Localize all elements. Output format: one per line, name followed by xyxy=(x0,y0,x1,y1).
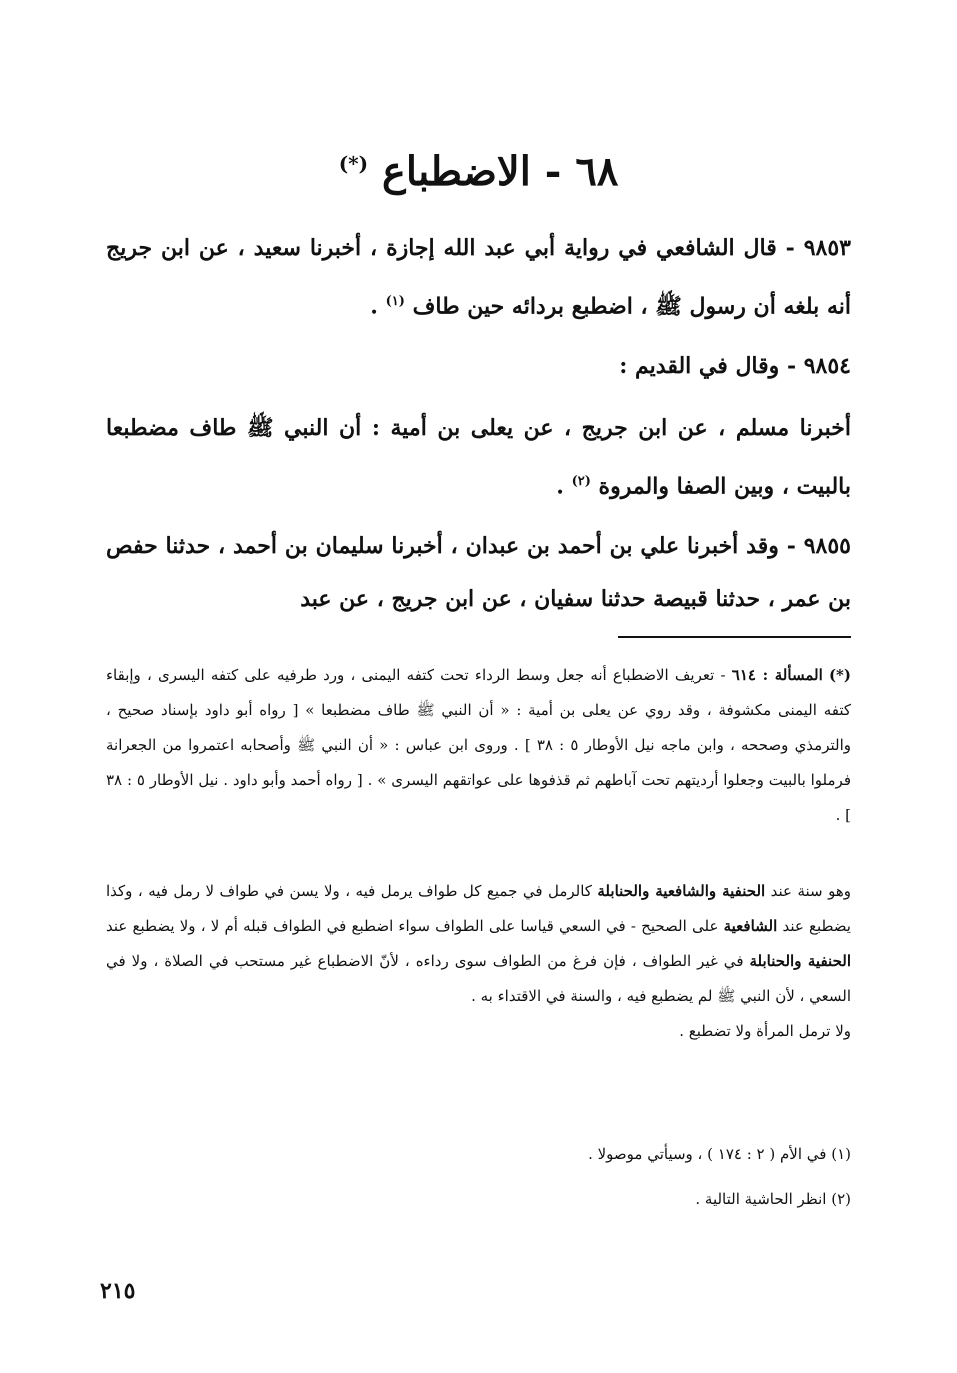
chapter-footnote-mark: (*) xyxy=(338,151,369,176)
footnote-star xyxy=(106,658,851,833)
paragraph-9855: ٩٨٥٥ - وقد أخبرنا علي بن أحمد بن عبدان ، أخبرنا سليمان بن أحمد ، حدثنا حفص بن عمر ، حدثنا قبيصة حدثنا سفيان ، عن ابن جريج ، عن عبد xyxy=(106,533,851,612)
paragraph-end: . xyxy=(370,293,378,320)
footnote-star-label: المسألة : ٦١٤ xyxy=(731,666,823,684)
paragraph-number: ٩٨٥٥ xyxy=(803,533,851,559)
commentary-text: في غير الطواف ، فإن فرغ من الطواف سوى رداءه ، لأنّ الاضطباع غير مستحب في الصلاة ، ولا في السعي ، لأن النبي ﷺ لم يضطبع فيه ، والسنة في الاقتداء به . xyxy=(106,952,851,1005)
paragraph-number: ٩٨٥٣ xyxy=(803,235,851,261)
commentary-text: وهو سنة عند xyxy=(770,882,851,900)
paragraph-end: . xyxy=(556,473,564,500)
footnote-star-mark: (*) xyxy=(828,666,851,684)
paragraph-9853: ٩٨٥٣ - قال الشافعي في رواية أبي عبد الله إجازة ، أخبرنا سعيد ، عن ابن جريج أنه بلغه أن رسول ﷺ ، اضطبع بردائه حين طاف $^{(١)}$ . xyxy=(106,235,851,320)
footnote-divider xyxy=(618,636,851,638)
paragraph-9854: ٩٨٥٤ - وقال في القديم : xyxy=(619,353,851,379)
paragraph-9854-narration xyxy=(106,402,851,513)
footnote-ref-1: (١) xyxy=(385,294,405,309)
commentary-text: ولا ترمل المرأة ولا تضطبع . xyxy=(679,1022,851,1040)
footnote-star-text: - تعريف الاضطباع أنه جعل وسط الرداء تحت كتفه اليمنى ، ورد طرفيه على كتفه اليسرى ، وإبقاء كتفه اليمنى مكشوفة ، وقد روي عن يعلى بن أمية : « أن النبي ﷺ طاف مضطبعا » xyxy=(106,666,851,719)
paragraph-number: ٩٨٥٤ xyxy=(803,353,851,379)
chapter-title: الاضطباع xyxy=(382,148,531,195)
chapter-heading xyxy=(0,148,957,195)
footnote-2: (٢) انظر الحاشية التالية . xyxy=(695,1190,851,1208)
paragraph-text: أخبرنا مسلم ، عن ابن جريج ، عن يعلى بن أمية : أن النبي ﷺ طاف مضطبعا بالبيت ، وبين الصفا والمروة xyxy=(106,415,851,500)
paragraph-text: قال الشافعي في رواية أبي عبد الله إجازة ، أخبرنا سعيد ، عن ابن جريج أنه بلغه أن رسول ﷺ ، اضطبع بردائه حين طاف xyxy=(106,235,851,320)
page-number: ٢١٥ xyxy=(100,1278,136,1304)
paragraph-text: وقال في القديم : xyxy=(619,353,780,379)
commentary-bold: الشافعية xyxy=(723,917,778,935)
paragraph-text: وقد أخبرنا علي بن أحمد بن عبدان ، أخبرنا سليمان بن أحمد ، حدثنا حفص بن عمر ، حدثنا قبيصة حدثنا سفيان ، عن ابن جريج ، عن عبد xyxy=(106,533,851,612)
chapter-number: ٦٨ xyxy=(575,148,619,195)
commentary-text: كالرمل في جميع كل طواف يرمل فيه ، ولا يسن في طواف لا رمل فيه ، وكذا يضطبع عند xyxy=(106,882,851,935)
footnote-star-citation: [ رواه أبو داود بإسناد صحيح ، والترمذي وصححه ، وابن ماجه نيل الأوطار ٥ : ٣٨ ] . xyxy=(106,701,851,754)
chapter-separator: - xyxy=(544,148,562,195)
footnote-ref-2: (٢) xyxy=(571,474,591,489)
footnote-1: (١) في الأم ( ٢ : ١٧٤ ) ، وسيأتي موصولا . xyxy=(588,1145,851,1163)
commentary-bold: الحنفية والشافعية والحنابلة xyxy=(597,882,766,900)
commentary-text: على الصحيح - في السعي قياسا على الطواف سواء اضطبع في الطواف قبله أم لا ، ولا يضطبع عند xyxy=(106,917,719,935)
commentary-bold: الحنفية والحنابلة xyxy=(749,952,851,970)
footnote-commentary xyxy=(106,874,851,1049)
footnote-star-citation: [ رواه أحمد وأبو داود . نيل الأوطار ٥ : ٣٨ ] . xyxy=(106,771,851,824)
footnote-star-text: وروى ابن عباس : « أن النبي ﷺ وأصحابه اعتمروا من الجعرانة فرملوا بالبيت وجعلوا أرديتهم تحت آباطهم ثم قذفوها على عواتقهم اليسرى » . xyxy=(106,736,851,789)
